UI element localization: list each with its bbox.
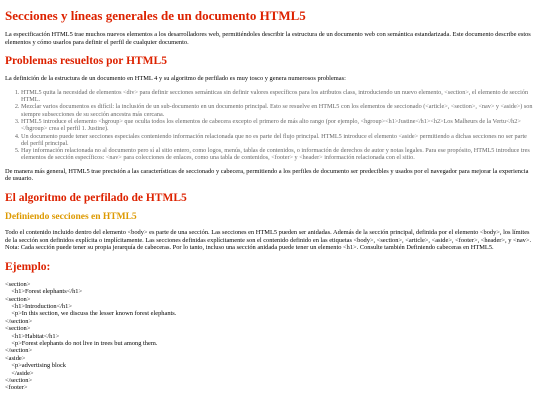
list-item: 3. HTML5 introduce el elemento <hgroup> que oculta todos los elementos de cabecera excepto el primero de más alto rango (por ejemplo, <hgroup><h1>Justine</h1><h2>Los Malheurs de la Vertu</h2></hgroup> crea el perfil 1. Justine).	[21, 118, 535, 133]
problems-list	[5, 89, 535, 162]
algorithm-heading: El algoritmo de perfilado de HTML5	[5, 191, 187, 204]
problems-heading: Problemas resueltos por HTML5	[5, 55, 167, 68]
problems-closing: De manera más general, HTML5 trae precisión a las características de seccionado y cabecera, permitiendo a los perfiles de documento ser predecibles y usados por el navegador para mejorar la experiencia de usuario.	[5, 167, 529, 183]
defining-sections-subheading: Definiendo secciones en HTML5	[5, 211, 137, 222]
list-item: 1. HTML5 quita la necesidad de elementos <div> para definir secciones semánticas sin definir valores específicos para los atributos class, introduciendo un nuevo elemento, <section>, el elemento de sección HTML.	[21, 89, 535, 104]
example-heading: Ejemplo:	[5, 260, 51, 273]
list-item: 2. Mezclar varios documentos es difícil: la inclusión de un sub-documento en un documento principal. Esto se resuelve en HTML5 con los elementos de seccionado (<article>, <section>, <nav> y <aside>) son siempre subsecciones de su sección ancestra más cercana.	[21, 103, 535, 118]
example-code-block: <section> <h1>Forest elephants</h1> <section> <h1>Introduction</h1> <p>In this section, we discuss the lesser known forest elephants. </section> <section> <h1>Habitat</h1> <p>Forest elephants do not live in trees but among them. </section> <aside> <p>advertising block </aside> </section> <footer>	[5, 280, 177, 392]
list-item: 4. Un documento puede tener secciones especiales conteniendo información relacionada que no es parte del flujo principal. HTML5 introduce el elemento <aside> permitiendo a dichas secciones no ser parte del perfil principal.	[21, 133, 535, 148]
list-item: 5. Hay información relacionada no al documento pero sí al sitio entero, como logos, menús, tablas de contenidos, o información de derechos de autor y notas legales. Para ese propósito, HTML5 introduce tres elementos de sección específicos: <nav> para colecciones de enlaces, como una tabla de contenidos, <footer> y <header> información relacionada con el sitio.	[21, 147, 535, 162]
page-title: Secciones y líneas generales de un documento HTML5	[5, 8, 306, 23]
intro-paragraph: La especificación HTML5 trae muchos nuevos elementos a los desarrolladores web, permitiéndoles describir la estructura de un documento web con semántica estandarizada. Este documento describe estos elementos y cómo usarlos para definir el perfil de cualquier documento.	[5, 31, 531, 46]
problems-lead: La definición de la estructura de un documento en HTML 4 y su algoritmo de perfilado es muy tosco y genera numerosos problemas:	[5, 75, 346, 83]
algorithm-body: Todo el contenido incluido dentro del elemento <body> es parte de una sección. Las secciones en HTML5 pueden ser anidadas. Además de la sección principal, definida por el elemento <body>, los límites de la sección son definidos explícita o implícitamente. Las secciones definidas explícitamente son el contenido definido en las etiquetas <body>, <section>, <article>, <aside>, <footer>, <header>, y <nav>. Nota: Cada sección puede tener su propia jerarquía de cabeceras. Por lo tanto, incluso una sección anidada puede tener un elemento <h1>. Consulte también Definiendo cabeceras en HTML5.	[5, 228, 532, 252]
